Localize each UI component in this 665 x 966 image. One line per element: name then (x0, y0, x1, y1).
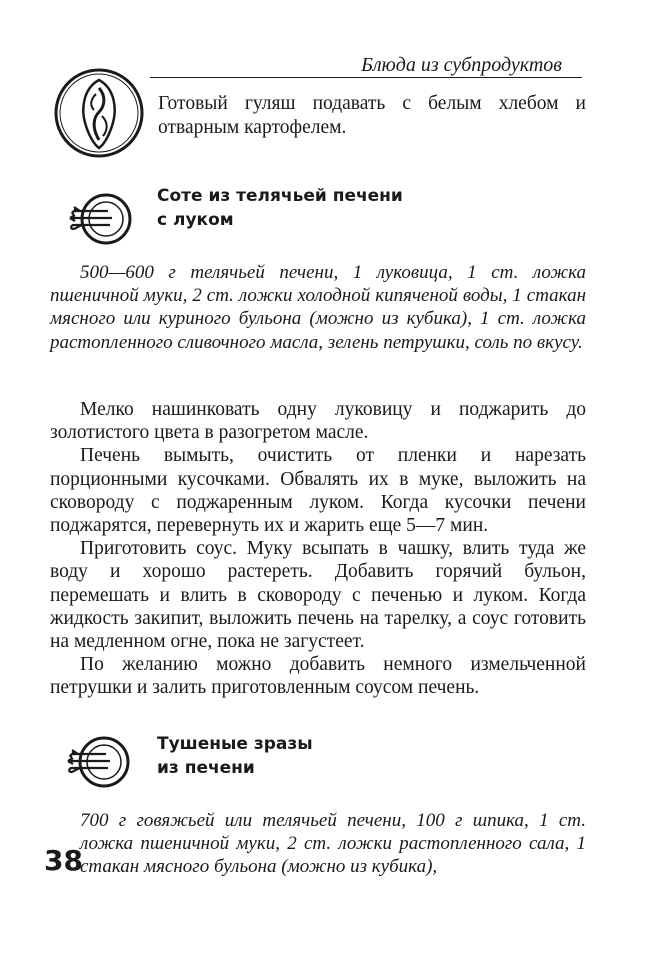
method-paragraph: Приготовить соус. Муку всыпать в чашку, влить туда же воду и хорошо растереть. Добавить горячий бульон, перемешать и влить в сковороду с печенью и луком. Когда жидкость закипит, выложить печень на тарелку, а соус готовить на медленном огне, пока не загустеет. (50, 538, 586, 653)
method-paragraph: Мелко нашинковать одну луковицу и поджарить до золотистого цвета в разогретом масле. (50, 399, 586, 444)
intro-paragraph: Готовый гуляш подавать с белым хлебом и отварным картофелем. (158, 93, 586, 138)
ingredients-list: 500—600 г телячьей печени, 1 луковица, 1 ст. ложка пшеничной муки, 2 ст. ложки холодной кипяченой воды, 1 стакан мясного или куриного бульона (можно из кубика), 1 ст. ложка растопленного сливочного масла, зелень петрушки, соль по вкусу. (50, 262, 586, 353)
method-paragraph: Печень вымыть, очистить от пленки и нарезать порционными кусочками. Обвалять их в муке, выложить на сковороду с поджаренным луком. Когда кусочки печени поджарятся, перевернуть их и жарить еще 5—7 мин. (50, 445, 586, 537)
page-number: 38 (44, 844, 83, 877)
ingredients-list: 700 г говяжьей или телячьей печени, 100 г шпика, 1 ст. ложка пшеничной муки, 2 ст. ложки растопленного сала, 1 стакан мясного бульона (можно из кубика), (80, 810, 586, 878)
offal-dish-icon (52, 66, 146, 160)
plate-cutlery-icon (66, 730, 130, 794)
plate-cutlery-icon (68, 187, 132, 251)
recipe-title-line: Тушеные зразы (157, 734, 313, 754)
method-text (50, 398, 586, 700)
running-head: Блюда из субпродуктов (361, 54, 562, 76)
header-rule (150, 77, 582, 78)
recipe-title-line: Соте из телячьей печени (157, 186, 403, 206)
method-paragraph: По желанию можно добавить немного измельченной петрушки и залить приготовленным соусом печень. (50, 654, 586, 699)
recipe-title-line: из печени (157, 758, 255, 778)
recipe-title-line: с луком (157, 210, 234, 230)
recipe-title (157, 184, 487, 232)
recipe-title (157, 732, 487, 780)
